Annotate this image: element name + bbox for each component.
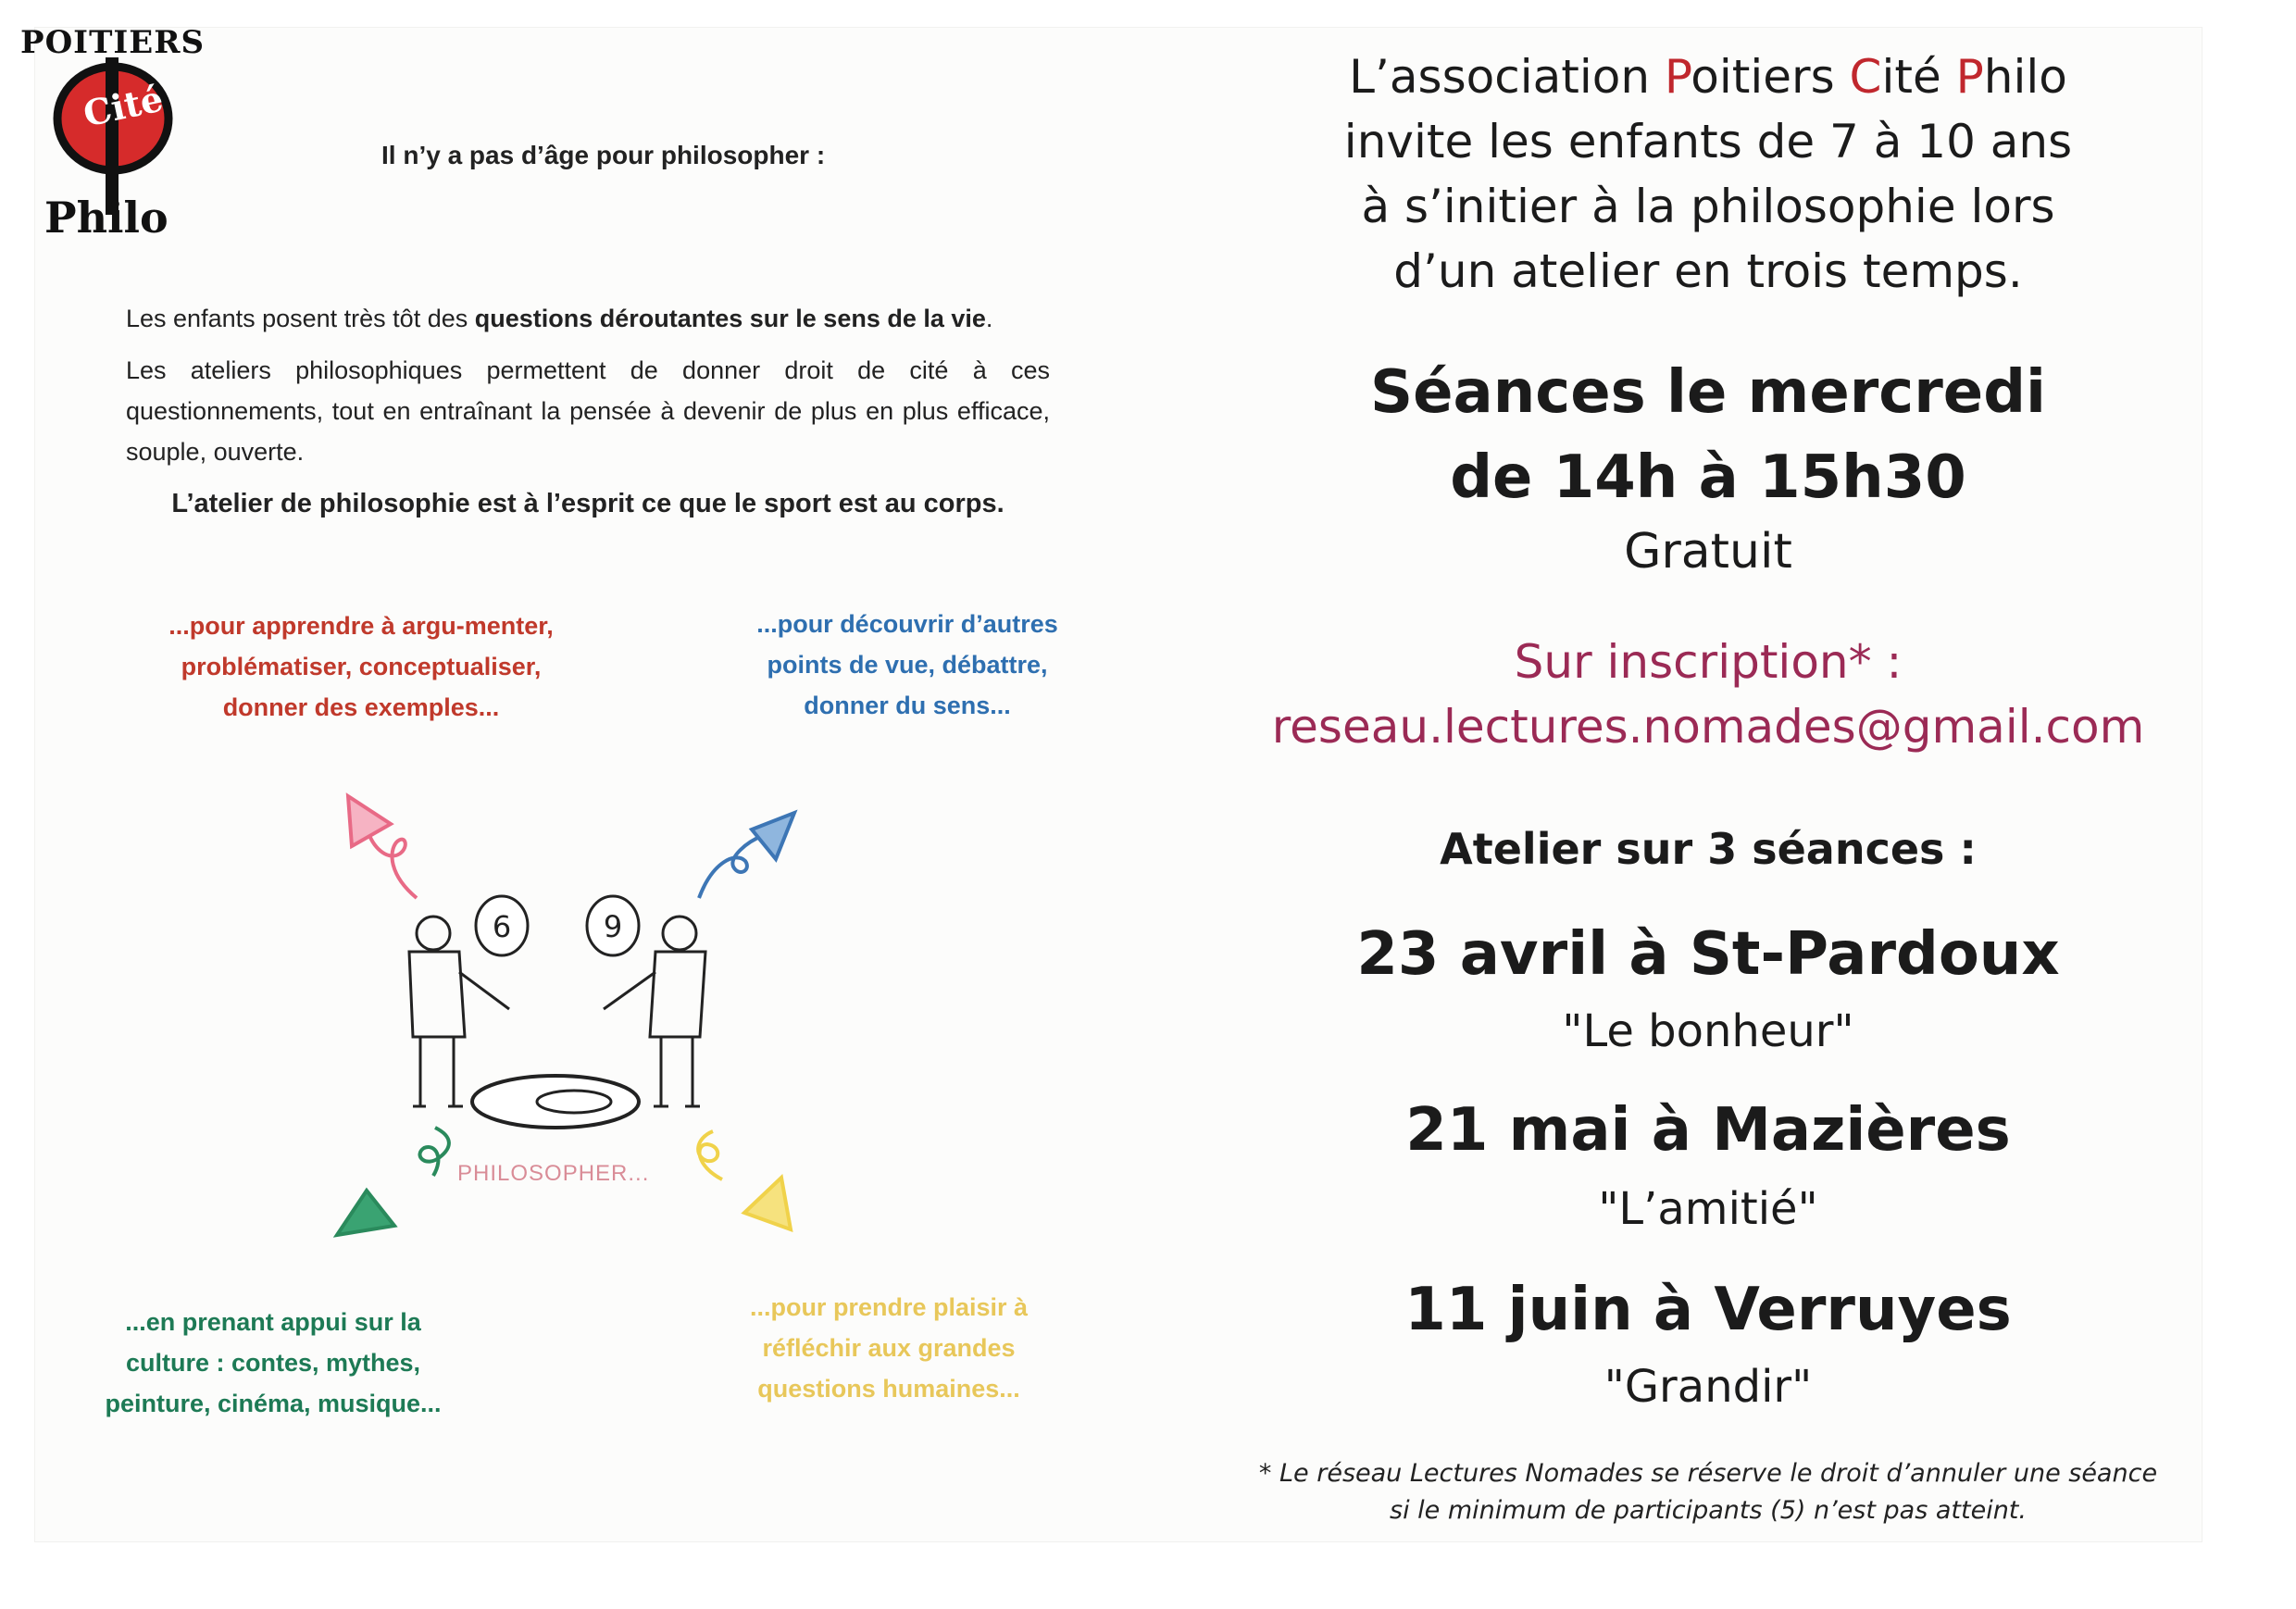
schedule-day: Séances le mercredi	[1370, 358, 2046, 427]
note-line-1: * Le réseau Lectures Nomades se réserve le droit d’annuler une séance	[1258, 1459, 2158, 1488]
logo-bottom-text: Philo	[44, 193, 168, 243]
session-date: 11 juin à Verruyes	[1404, 1276, 2012, 1344]
word-hilo: hilo	[1983, 50, 2067, 104]
note-line-2: si le minimum de participants (5) n’est pas atteint.	[1390, 1496, 2027, 1525]
invitation-line-3: à s’initier à la philosophie lors	[1361, 180, 2055, 233]
caption-argumenter: ...pour apprendre à argu-menter, problématiser, conceptualiser, donner des exemples...	[168, 612, 554, 721]
caption-culture: ...en prenant appui sur la culture : contes, mythes, peinture, cinéma, musique...	[105, 1308, 442, 1417]
green-arrow-icon	[337, 1128, 449, 1235]
initial-ph: P	[1955, 50, 1984, 104]
session-date: 23 avril à St-Pardoux	[1356, 920, 2060, 989]
speech-bubble-six-icon	[476, 896, 528, 955]
age-line: Il n’y a pas d’âge pour philosopher :	[381, 141, 826, 169]
logo-middle-text: Cité	[80, 77, 167, 135]
philosopher-label: PHILOSOPHER...	[457, 1161, 650, 1186]
session-date: 21 mai à Mazières	[1405, 1096, 2011, 1165]
blue-arrow-icon	[699, 813, 794, 898]
session-theme: "Grandir"	[1603, 1361, 1813, 1413]
intro-paragraph-end: .	[985, 305, 993, 332]
svg-text:9: 9	[603, 909, 623, 944]
intro-paragraph-bold: questions déroutantes sur le sens de la vie	[474, 305, 986, 332]
caption-decouvrir: ...pour découvrir d’autres points de vue, débattre, donner du sens...	[756, 610, 1058, 719]
session-schedule	[1287, 350, 2129, 520]
schedule-time: de 14h à 15h30	[1450, 443, 1966, 512]
logo-top-text: POITIERS	[20, 24, 206, 61]
yellow-arrow-icon	[698, 1131, 791, 1229]
invitation-association: L’association	[1349, 50, 1665, 104]
initial-c: C	[1849, 50, 1882, 104]
registration-email[interactable]: reseau.lectures.nomades@gmail.com	[1271, 700, 2145, 754]
initial-p: P	[1664, 50, 1691, 104]
caption-plaisir: ...pour prendre plaisir à réfléchir aux grandes questions humaines...	[749, 1293, 1029, 1403]
word-oitiers: oitiers	[1691, 50, 1850, 104]
motto: L’atelier de philosophie est à l’esprit ce que le sport est au corps.	[171, 489, 1004, 518]
ground-number-icon	[472, 1076, 639, 1128]
intro-paragraph-start: Les enfants posent très tôt des	[126, 305, 475, 332]
word-ite: ité	[1881, 50, 1956, 104]
invitation-line-4: d’un atelier en trois temps.	[1393, 244, 2023, 298]
red-arrow-icon	[348, 796, 417, 898]
ateliers-paragraph: Les ateliers philosophiques permettent de donner droit de cité à ces questionnements, tout en entraînant la pensée à devenir de plus en plus efficace, souple, ouverte.	[126, 356, 1050, 466]
invitation-text	[1287, 44, 2129, 304]
speech-bubble-nine-icon	[587, 896, 639, 955]
price-label: Gratuit	[1624, 524, 1792, 580]
intro-paragraph	[126, 298, 1052, 339]
invitation-line-1	[1287, 44, 2129, 109]
invitation-line-2: invite les enfants de 7 à 10 ans	[1343, 115, 2073, 168]
svg-text:6: 6	[492, 909, 512, 944]
session-theme: "L’amitié"	[1598, 1183, 1818, 1235]
cancellation-note	[1231, 1455, 2185, 1529]
session-theme: "Le bonheur"	[1562, 1005, 1854, 1057]
registration-label: Sur inscription* :	[1514, 635, 1903, 689]
workshop-heading: Atelier sur 3 séances :	[1440, 824, 1977, 874]
